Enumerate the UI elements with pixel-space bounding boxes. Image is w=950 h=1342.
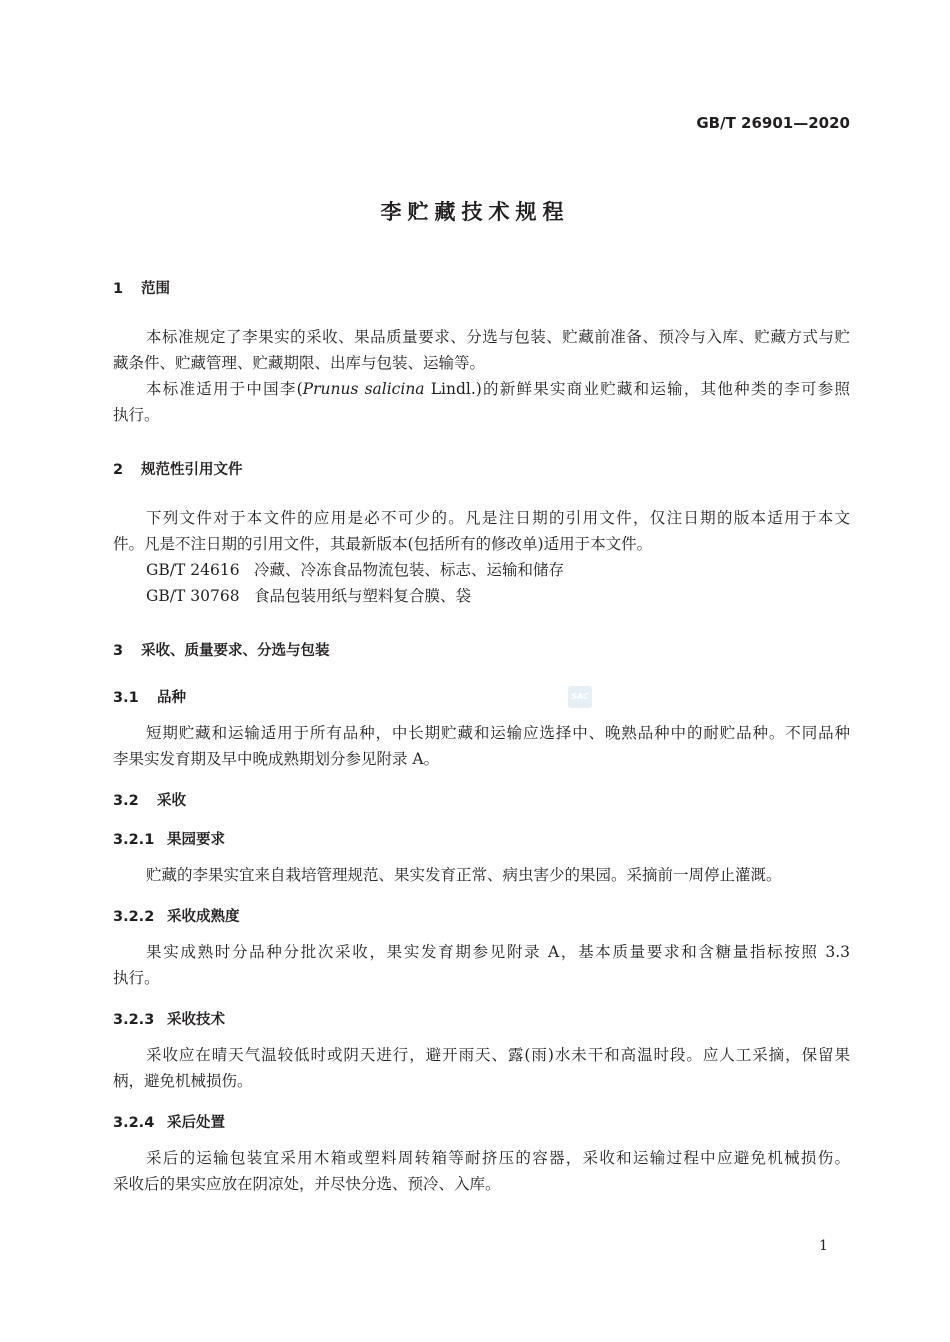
text: 本标准适用于中国李( — [146, 380, 303, 398]
paragraph-line: 贮藏的李果实宜来自栽培管理规范、果实发育正常、病虫害少的果园。采摘前一周停止灌溉。 — [146, 866, 782, 884]
paragraph-line: 采后的运输包装宜采用木箱或塑料周转箱等耐挤压的容器，采收和运输过程中应避免机械损伤。 — [146, 1149, 850, 1167]
paragraph-line: 执行。 — [113, 969, 160, 987]
reference-item — [146, 560, 850, 580]
reference-code: GB/T 24616 — [146, 561, 240, 579]
paragraph-line: 李果实发育期及早中晚成熟期划分参见附录 A。 — [113, 750, 440, 768]
paragraph-line: 短期贮藏和运输适用于所有品种，中长期贮藏和运输应选择中、晚熟品种中的耐贮品种。不同品种 — [146, 724, 850, 742]
paragraph-line: 采收应在晴天气温较低时或阴天进行，避开雨天、露(雨)水未干和高温时段。应人工采摘，保留果 — [146, 1046, 850, 1064]
heading-title: 品种 — [157, 690, 186, 706]
heading-number: 3.1 — [113, 690, 139, 706]
heading-number: 3.2 — [113, 793, 139, 809]
paragraph-line: 执行。 — [113, 406, 160, 424]
page-number: 1 — [819, 1238, 828, 1254]
text: Lindl.)的新鲜果实商业贮藏和运输，其他种类的李可参照 — [424, 380, 850, 398]
reference-title: 冷藏、冷冻食品物流包装、标志、运输和储存 — [254, 561, 565, 579]
heading-number: 1 — [113, 281, 124, 297]
heading-title: 规范性引用文件 — [141, 462, 243, 478]
heading-title: 采收成熟度 — [167, 909, 240, 925]
page-title: 李贮藏技术规程 — [380, 200, 570, 224]
reference-title: 食品包装用纸与塑料复合膜、袋 — [254, 587, 472, 605]
heading-title: 采后处置 — [167, 1115, 225, 1131]
paragraph-line: 藏条件、贮藏管理、贮藏期限、出库与包装、运输等。 — [113, 354, 486, 372]
paragraph-line: 果实成熟时分品种分批次采收，果实发育期参见附录 A，基本质量要求和含糖量指标按照 3.3 — [146, 943, 850, 961]
heading-title: 采收 — [157, 793, 186, 809]
heading-title: 采收技术 — [167, 1012, 225, 1028]
sac-watermark: SAC — [568, 686, 592, 708]
reference-item — [146, 586, 850, 606]
heading-1 — [113, 277, 170, 298]
heading-title: 范围 — [141, 281, 170, 297]
heading-number: 2 — [113, 462, 124, 478]
heading-3-2-2 — [113, 905, 240, 926]
heading-2 — [113, 458, 243, 479]
paragraph-line: 采收后的果实应放在阴凉处，并尽快分选、预冷、入库。 — [113, 1175, 501, 1193]
heading-number: 3.2.3 — [113, 1012, 155, 1028]
heading-3-1 — [113, 686, 186, 707]
paragraph-line: 柄，避免机械损伤。 — [113, 1072, 253, 1090]
paragraph-line: 下列文件对于本文件的应用是必不可少的。凡是注日期的引用文件，仅注日期的版本适用于本文 — [146, 509, 850, 527]
paragraph-line: 件。凡是不注日期的引用文件，其最新版本(包括所有的修改单)适用于本文件。 — [113, 535, 653, 553]
heading-3-2 — [113, 789, 186, 810]
heading-number: 3.2.4 — [113, 1115, 155, 1131]
heading-3 — [113, 639, 330, 660]
heading-3-2-3 — [113, 1008, 225, 1029]
latin-name: Prunus salicina — [302, 380, 425, 398]
heading-title: 采收、质量要求、分选与包装 — [141, 643, 330, 659]
paragraph-line — [146, 379, 850, 399]
heading-3-2-1 — [113, 828, 225, 849]
heading-3-2-4 — [113, 1111, 225, 1132]
heading-number: 3.2.1 — [113, 832, 155, 848]
heading-number: 3 — [113, 643, 124, 659]
reference-code: GB/T 30768 — [146, 587, 240, 605]
heading-number: 3.2.2 — [113, 909, 155, 925]
standard-number: GB/T 26901—2020 — [696, 114, 850, 132]
paragraph-line: 本标准规定了李果实的采收、果品质量要求、分选与包装、贮藏前准备、预冷与入库、贮藏方式与贮 — [146, 328, 850, 346]
heading-title: 果园要求 — [167, 832, 225, 848]
